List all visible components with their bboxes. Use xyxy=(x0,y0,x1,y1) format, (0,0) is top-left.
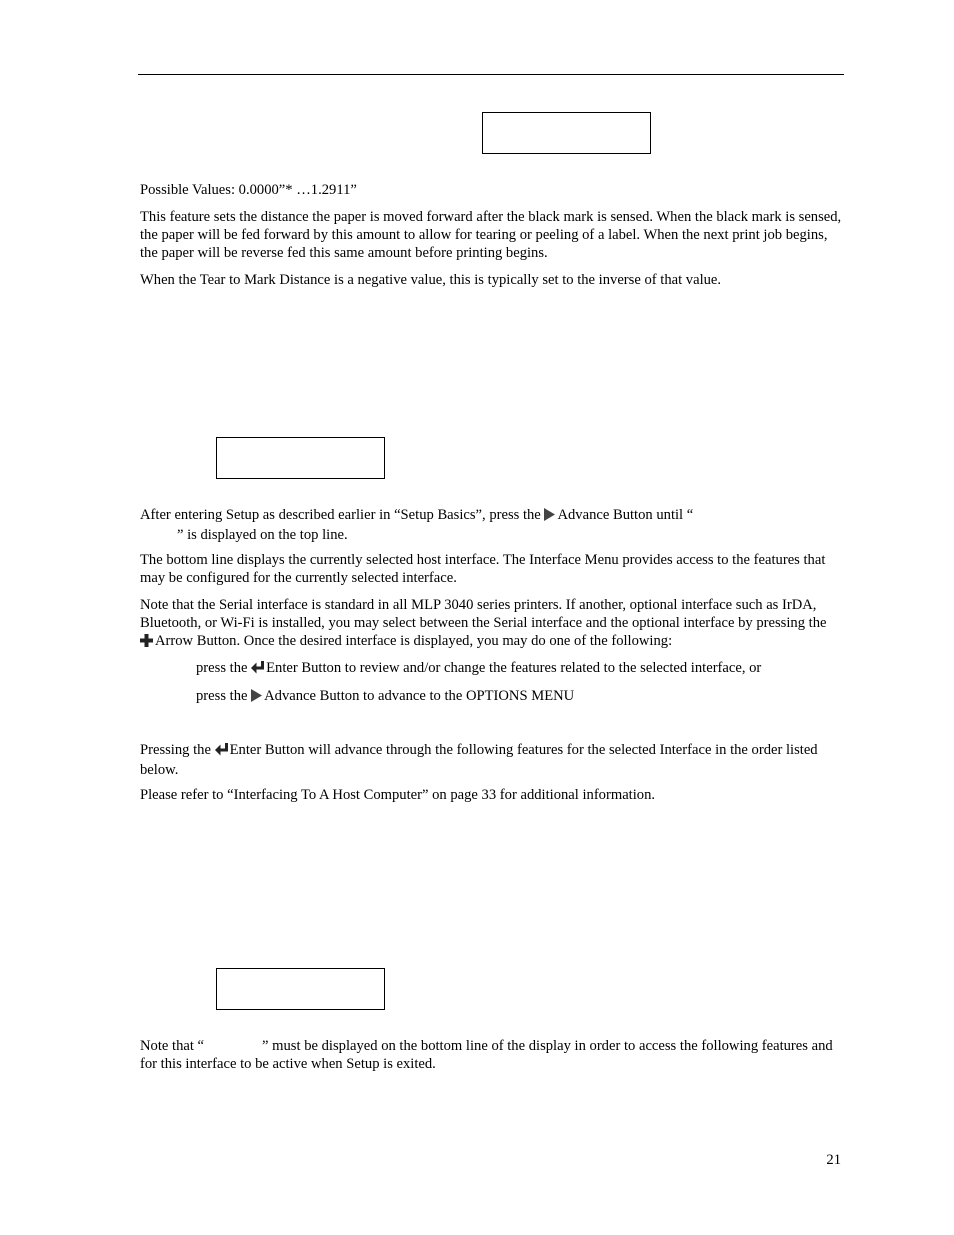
serial-text-2: Arrow Button. Once the desired interface is displayed, you may do one of the following: xyxy=(155,633,673,649)
serial-text-1: Note that the Serial interface is standard in all MLP 3040 series printers. If another, optional interface such as IrDA, Bluetooth, or Wi-Fi is installed, you may select between the Serial interface and the optional interface by pressing the xyxy=(140,597,827,631)
possible-values: Possible Values: 0.0000”* …1.2911” xyxy=(140,182,357,198)
note-text-1: Note that “ xyxy=(140,1038,205,1054)
enter-arrow-icon xyxy=(251,661,264,679)
paragraph-tear-to-mark: When the Tear to Mark Distance is a negative value, this is typically set to the inverse of that value. xyxy=(140,272,722,288)
enter-arrow-icon xyxy=(215,743,228,761)
advance-triangle-icon xyxy=(251,689,262,707)
list-item xyxy=(196,687,844,707)
advance-triangle-icon xyxy=(544,508,555,526)
paragraph-feature: This feature sets the distance the paper is moved forward after the black mark is sensed. When the black mark is sensed, the paper will be fed forward by this amount to allow for tearing or peeling of a label. When the next print job begins, the paper will be reverse fed this same amount before printing begins. xyxy=(140,209,842,261)
bullet1-text-1: press the xyxy=(196,660,248,676)
page-number: 21 xyxy=(826,1152,841,1168)
paragraph-refer: Please refer to “Interfacing To A Host Computer” on page 33 for additional information. xyxy=(140,787,656,803)
paragraph-setup xyxy=(140,506,844,544)
paragraph-note xyxy=(140,1037,844,1073)
plus-arrow-icon xyxy=(140,634,153,652)
setup-text-2: Advance Button until “ xyxy=(557,507,694,523)
setup-text-1: After entering Setup as described earlier in “Setup Basics”, press the xyxy=(140,507,541,523)
list-item xyxy=(196,659,844,679)
setup-text-3: ” is displayed on the top line. xyxy=(177,527,348,543)
paragraph-serial xyxy=(140,596,844,652)
lcd-display-box xyxy=(482,112,651,154)
pressing-text-1: Pressing the xyxy=(140,742,211,758)
paragraph-bottom-line: The bottom line displays the currently selected host interface. The Interface Menu provides access to the features that may be configured for the currently selected interface. xyxy=(140,552,826,586)
lcd-display-box xyxy=(216,968,385,1010)
paragraph-pressing xyxy=(140,741,844,779)
bullet2-text-1: press the xyxy=(196,688,248,704)
pressing-text-2: Enter Button will advance through the following features for the selected Interface in the order listed below. xyxy=(140,742,818,778)
bullet2-text-2: Advance Button to advance to the OPTIONS MENU xyxy=(264,688,575,704)
bullet1-text-2: Enter Button to review and/or change the features related to the selected interface, or xyxy=(266,660,762,676)
note-text-2: ” must be displayed on the bottom line of the display in order to access the following features and for this interface to be active when Setup is exited. xyxy=(140,1038,833,1072)
lcd-display-box xyxy=(216,437,385,479)
header-rule xyxy=(138,74,844,75)
